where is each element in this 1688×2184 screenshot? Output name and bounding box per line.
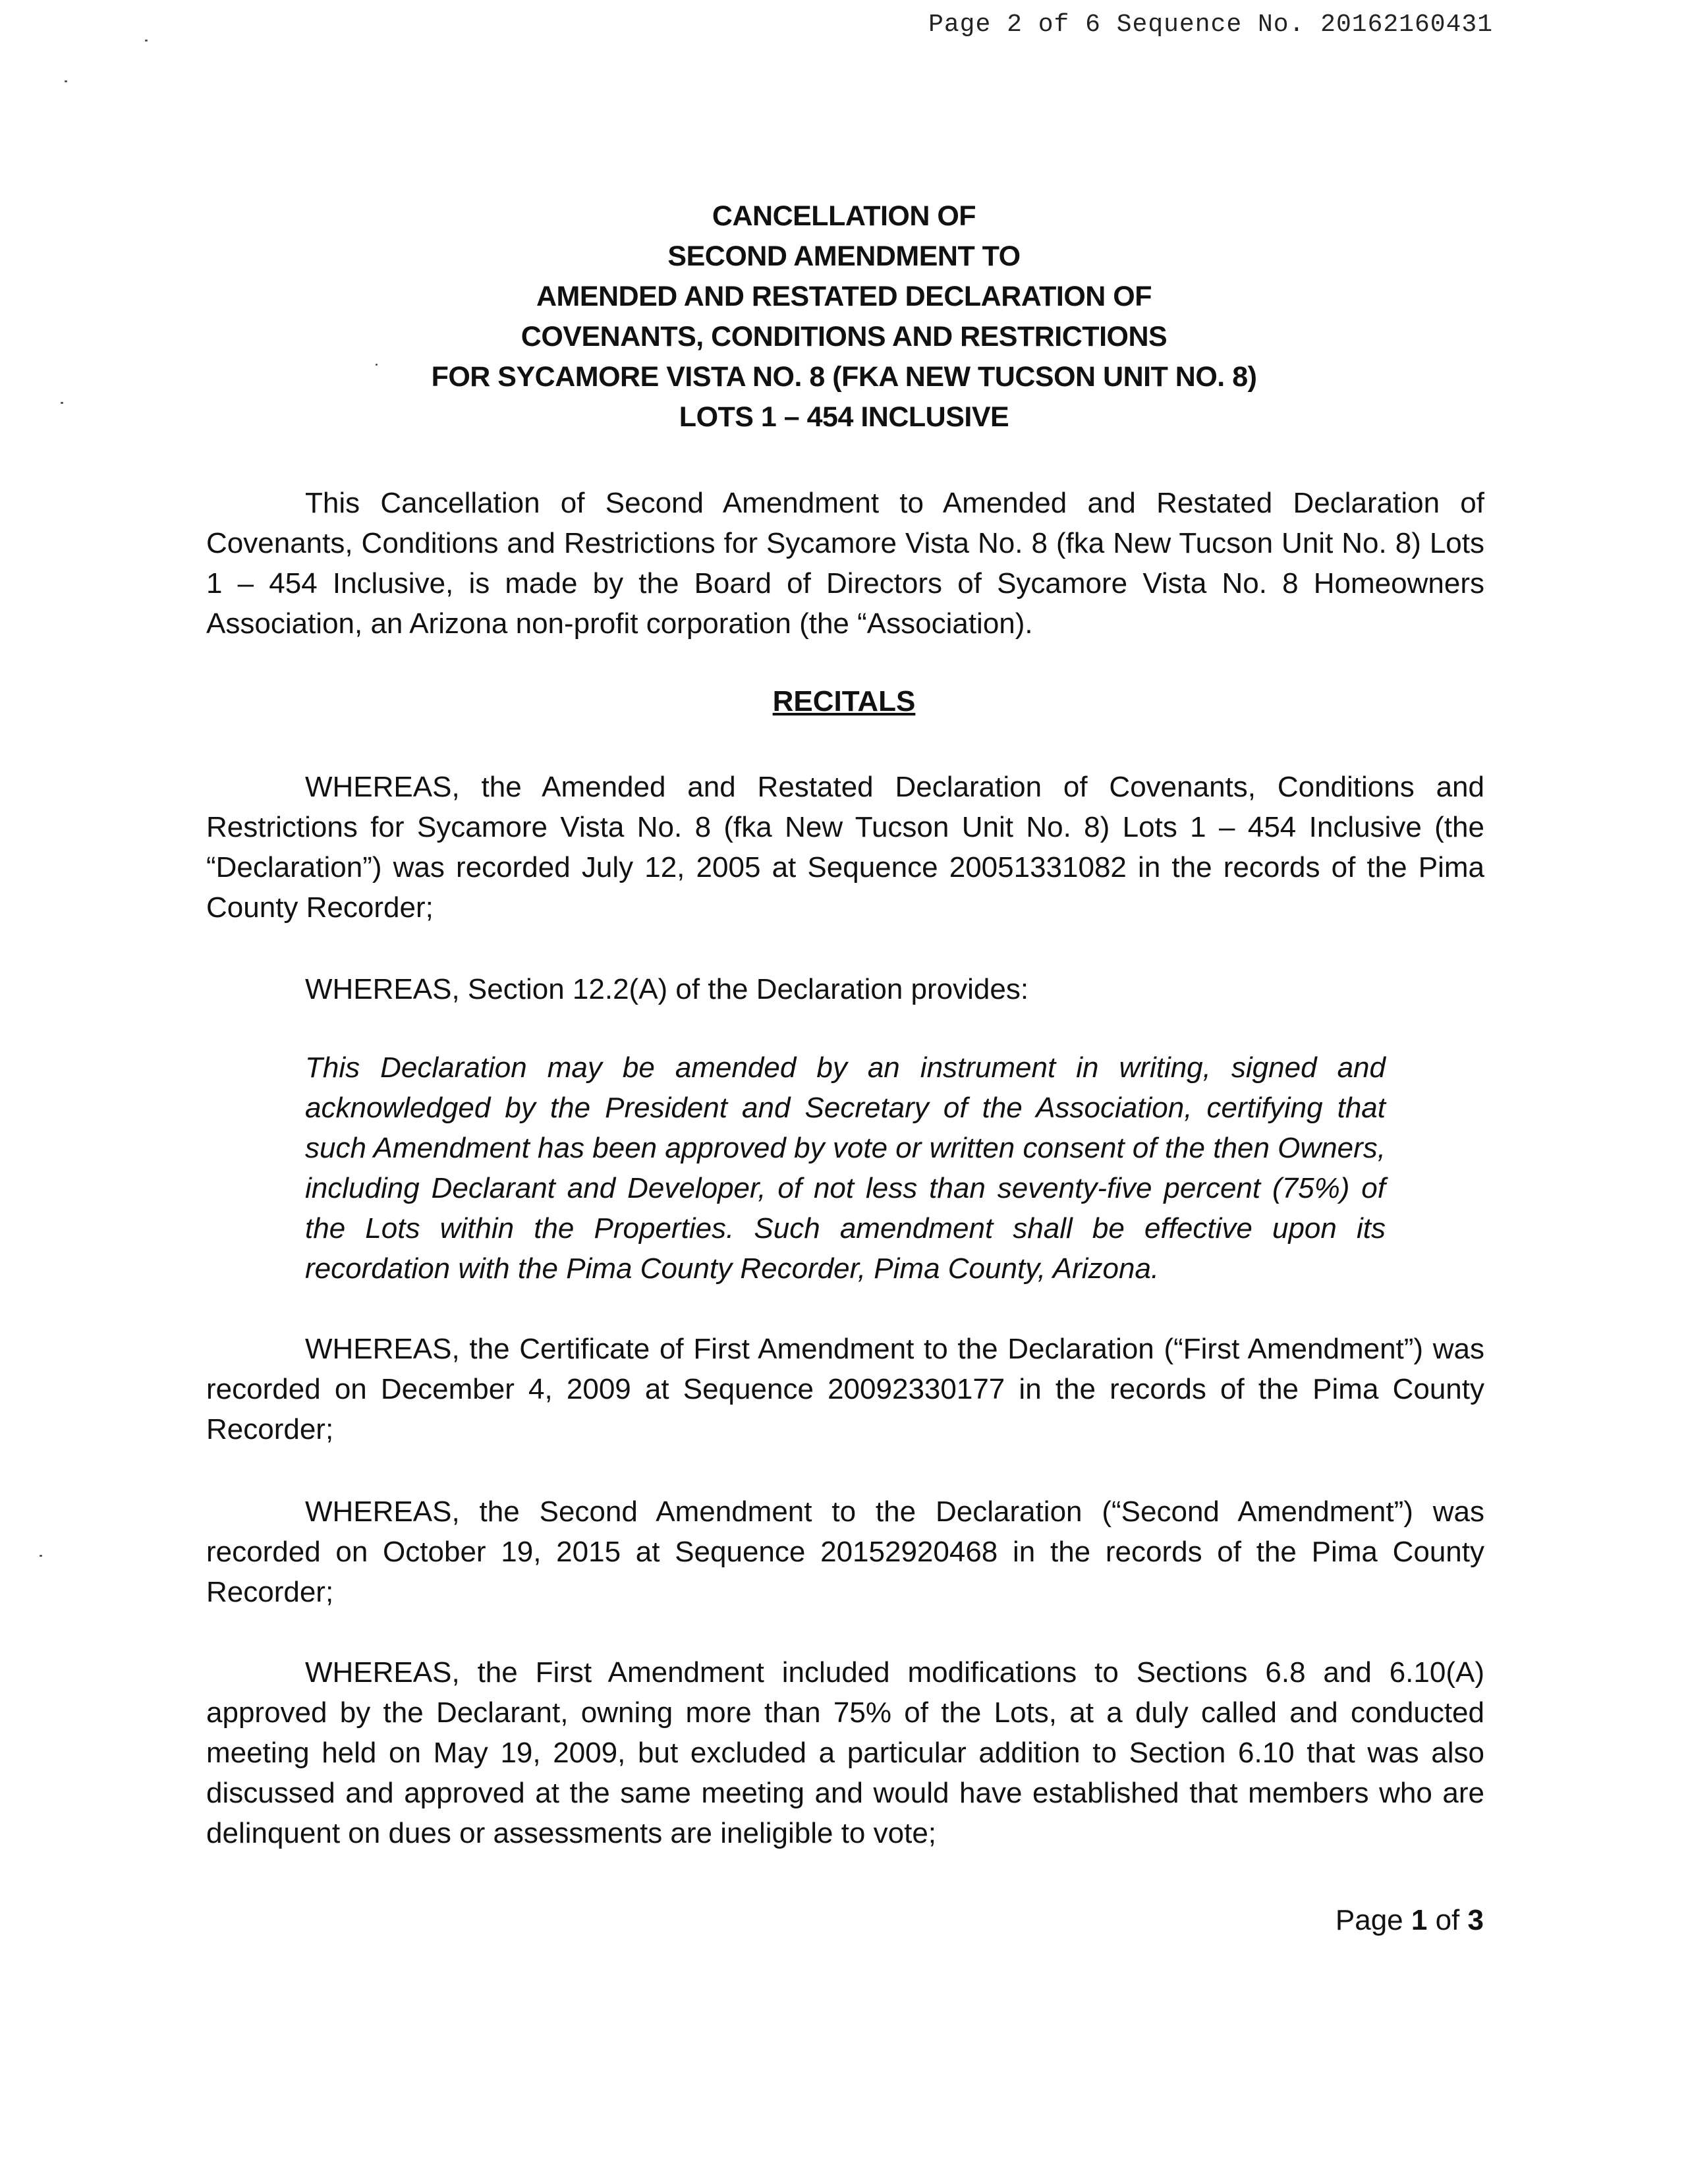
title-line: LOTS 1 – 454 INCLUSIVE <box>679 401 1009 433</box>
recital-paragraph: WHEREAS, the Amended and Restated Declaration of Covenants, Conditions and Restrictions for Sycamore Vista No. 8 (fka New Tucson Unit No. 8) Lots 1 – 454 Inclusive (the “Declaration”) was recorded July 12, 2005 at Sequence 20051331082 in the records of the Pima County Recorder; <box>206 771 1484 924</box>
footer-middle: of <box>1427 1904 1468 1936</box>
recorder-page-stamp: Page 2 of 6 Sequence No. 20162160431 <box>928 11 1493 39</box>
scan-speck <box>65 80 67 82</box>
title-line: AMENDED AND RESTATED DECLARATION OF <box>536 281 1152 312</box>
intro-paragraph: This Cancellation of Second Amendment to Amended and Restated Declaration of Covenants, Conditions and Restrictions for Sycamore Vista No. 8 (fka New Tucson Unit No. 8) Lots 1 – 454 Inclusive, is made by the Board of Directors of Sycamore Vista No. 8 Homeowners Association, an Arizona non-profit corporation (the “Association). <box>206 487 1484 640</box>
scan-speck <box>40 1555 42 1557</box>
recital-paragraph: WHEREAS, the Second Amendment to the Declaration (“Second Amendment”) was recorded on October 19, 2015 at Sequence 20152920468 in the records of the Pima County Recorder; <box>206 1496 1484 1608</box>
title-line: FOR SYCAMORE VISTA NO. 8 (FKA NEW TUCSON UNIT NO. 8) <box>431 361 1257 393</box>
recital-paragraph-block <box>206 1652 1484 1853</box>
title-line: COVENANTS, CONDITIONS AND RESTRICTIONS <box>520 321 1168 352</box>
title-line: SECOND AMENDMENT TO <box>667 240 1021 272</box>
intro-paragraph-block <box>206 483 1484 644</box>
recital-section-reference: WHEREAS, Section 12.2(A) of the Declaration provides: <box>305 973 1029 1005</box>
document-title <box>198 196 1490 437</box>
recital-paragraph-block <box>206 767 1484 928</box>
quoted-section-text: This Declaration may be amended by an instrument in writing, signed and acknowledged by the President and Secretary of the Association, certifying that such Amendment has been approved by vote or written consent of the then Owners, including Declarant and Developer, of not less than seventy-five percent (75%) of the Lots within the Properties. Such amendment shall be effective upon its recordation with the Pima County Recorder, Pima County, Arizona. <box>305 1051 1386 1285</box>
recital-paragraph: WHEREAS, the Certificate of First Amendment to the Declaration (“First Amendment”) was recorded on December 4, 2009 at Sequence 20092330177 in the records of the Pima County Recorder; <box>206 1333 1484 1445</box>
recitals-heading: RECITALS <box>772 685 916 717</box>
recital-paragraph-block <box>206 1329 1484 1449</box>
page-number-footer <box>1336 1904 1484 1937</box>
footer-total-pages: 3 <box>1467 1904 1484 1936</box>
scan-speck <box>145 40 148 42</box>
footer-current-page: 1 <box>1411 1904 1428 1936</box>
footer-prefix: Page <box>1335 1904 1411 1936</box>
title-line: CANCELLATION OF <box>712 200 976 232</box>
recital-paragraph: WHEREAS, the First Amendment included modifications to Sections 6.8 and 6.10(A) approved by the Declarant, owning more than 75% of the Lots, at a duly called and conducted meeting held on May 19, 2009, but excluded a particular addition to Section 6.10 that was also discussed and approved at the same meeting and would have established that members who are delinquent on dues or assessments are ineligible to vote; <box>206 1656 1484 1849</box>
recital-paragraph-block <box>206 1492 1484 1612</box>
scan-speck <box>61 402 63 404</box>
